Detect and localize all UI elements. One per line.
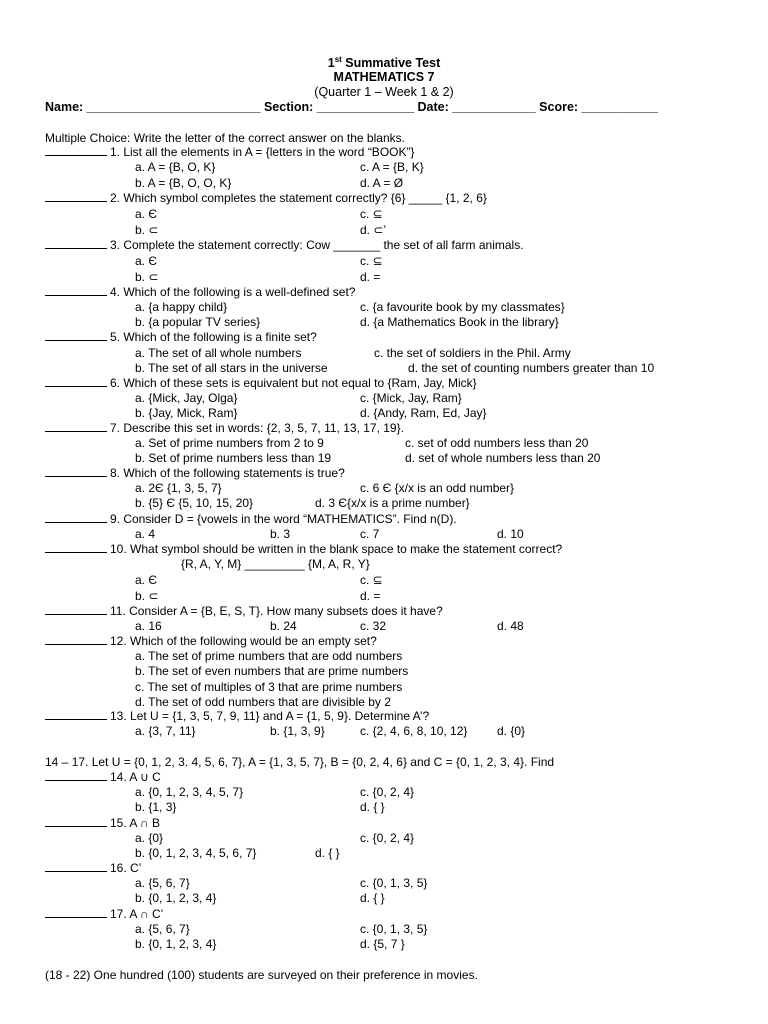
option-a: a. 4 — [135, 527, 156, 541]
option-b: b. ⊂ — [135, 589, 159, 603]
answer-blank[interactable] — [45, 816, 107, 827]
question-2: 2. Which symbol completes the statement correctly? {6} _____ {1, 2, 6} — [45, 191, 487, 205]
answer-blank[interactable] — [45, 285, 107, 296]
option-b: b. ⊂ — [135, 223, 159, 237]
option-c: c. 32 — [360, 619, 387, 633]
option-c: c. ⊆ — [360, 207, 383, 221]
option-a: a. The set of all whole numbers — [135, 346, 302, 360]
question-10-statement: {R, A, Y, M} _________ {M, A, R, Y} — [181, 557, 370, 571]
option-b: b. 24 — [270, 619, 297, 633]
option-a: a. {5, 6, 7} — [135, 876, 190, 890]
option-d: d. 3 Є{x/x is a prime number} — [315, 496, 470, 510]
question-1: 1. List all the elements in A = {letters in the word “BOOK”} — [45, 145, 415, 159]
answer-blank[interactable] — [45, 330, 107, 341]
option-b: b. {1, 3} — [135, 800, 177, 814]
option-c: c. the set of soldiers in the Phil. Army — [374, 346, 571, 360]
option-d: d. set of whole numbers less than 20 — [405, 451, 601, 465]
option-d: d. { } — [360, 800, 385, 814]
option-c: c. A = {B, K} — [360, 160, 424, 174]
answer-blank[interactable] — [45, 421, 107, 432]
option-a: a. Set of prime numbers from 2 to 9 — [135, 436, 324, 450]
option-d: d. 48 — [497, 619, 524, 633]
answer-blank[interactable] — [45, 238, 107, 249]
option-c: c. {0, 1, 3, 5} — [360, 876, 428, 890]
answer-blank[interactable] — [45, 542, 107, 553]
answer-blank[interactable] — [45, 861, 107, 872]
option-a: a. {5, 6, 7} — [135, 922, 190, 936]
section-2-intro: 14 – 17. Let U = {0, 1, 2, 3. 4, 5, 6, 7}, A = {1, 3, 5, 7}, B = {0, 2, 4, 6} and C = {0, 1, 2, 3, 4}. Find — [45, 755, 555, 769]
option-c: c. set of odd numbers less than 20 — [405, 436, 589, 450]
option-c: c. {Mick, Jay, Ram} — [360, 391, 462, 405]
option-c: c. ⊆ — [360, 573, 383, 587]
option-b: b. {5} Є {5, 10, 15, 20} — [135, 496, 254, 510]
option-d: d. ⊂’ — [360, 223, 387, 237]
option-c: c. ⊆ — [360, 254, 383, 268]
option-b: b. The set of all stars in the universe — [135, 361, 328, 375]
option-a: a. {a happy child} — [135, 300, 228, 314]
option-d: d. 10 — [497, 527, 524, 541]
question-3: 3. Complete the statement correctly: Cow _______ the set of all farm animals. — [45, 238, 524, 252]
option-a: a. A = {B, O, K} — [135, 160, 216, 174]
question-11: 11. Consider A = {B, E, S, T}. How many subsets does it have? — [45, 604, 443, 618]
option-c: c. 6 Є {x/x is an odd number} — [360, 481, 515, 495]
answer-blank[interactable] — [45, 709, 107, 720]
question-8: 8. Which of the following statements is true? — [45, 466, 345, 480]
option-d: d. {Andy, Ram, Ed, Jay} — [360, 406, 487, 420]
option-d: d. { } — [315, 846, 340, 860]
option-b: b. {0, 1, 2, 3, 4, 5, 6, 7} — [135, 846, 257, 860]
answer-blank[interactable] — [45, 466, 107, 477]
answer-blank[interactable] — [45, 512, 107, 523]
question-5: 5. Which of the following is a finite set? — [45, 330, 317, 344]
answer-blank[interactable] — [45, 770, 107, 781]
option-d: d. {5, 7 } — [360, 937, 405, 951]
answer-blank[interactable] — [45, 376, 107, 387]
question-9: 9. Consider D = {vowels in the word “MATHEMATICS”. Find n(D). — [45, 512, 457, 526]
option-b: b. 3 — [270, 527, 291, 541]
question-12: 12. Which of the following would be an empty set? — [45, 634, 377, 648]
option-d: d. The set of odd numbers that are divisible by 2 — [135, 695, 391, 709]
question-7: 7. Describe this set in words: {2, 3, 5, 7, 11, 13, 17, 19}. — [45, 421, 404, 435]
question-17: 17. A ∩ C’ — [45, 907, 163, 921]
answer-blank[interactable] — [45, 634, 107, 645]
option-a: a. The set of prime numbers that are odd numbers — [135, 649, 403, 663]
answer-blank[interactable] — [45, 907, 107, 918]
option-b: b. ⊂ — [135, 270, 159, 284]
question-4: 4. Which of the following is a well-defined set? — [45, 285, 355, 299]
option-c: c. 7 — [360, 527, 380, 541]
answer-blank[interactable] — [45, 604, 107, 615]
student-info-line: Name: _________________________ Section: ______________ Date: ____________ Score: ___________ — [45, 100, 659, 114]
option-d: d. { } — [360, 891, 385, 905]
option-a: a. {0} — [135, 831, 164, 845]
option-b: b. {1, 3, 9} — [270, 724, 325, 738]
test-title: 1st Summative Test — [327, 55, 441, 70]
option-b: b. Set of prime numbers less than 19 — [135, 451, 332, 465]
option-a: a. Є — [135, 254, 157, 268]
option-a: a. 2Є {1, 3, 5, 7} — [135, 481, 222, 495]
answer-blank[interactable] — [45, 191, 107, 202]
option-a: a. {Mick, Jay, Olga} — [135, 391, 238, 405]
option-b: b. {Jay, Mick, Ram} — [135, 406, 238, 420]
option-d: d. = — [360, 270, 381, 284]
coverage-subtitle: (Quarter 1 – Week 1 & 2) — [314, 85, 454, 99]
option-c: c. The set of multiples of 3 that are prime numbers — [135, 680, 403, 694]
option-d: d. A = Ø — [360, 176, 404, 190]
option-c: c. {2, 4, 6, 8, 10, 12} — [360, 724, 468, 738]
option-a: a. {3, 7, 11} — [135, 724, 196, 738]
question-14: 14. A ∪ C — [45, 770, 161, 784]
option-c: c. {0, 1, 3, 5} — [360, 922, 428, 936]
option-d: d. = — [360, 589, 381, 603]
option-d: d. {0} — [497, 724, 526, 738]
answer-blank[interactable] — [45, 145, 107, 156]
option-a: a. {0, 1, 2, 3, 4, 5, 7} — [135, 785, 244, 799]
question-10: 10. What symbol should be written in the blank space to make the statement correct? — [45, 542, 562, 556]
option-d: d. {a Mathematics Book in the library} — [360, 315, 559, 329]
option-a: a. Є — [135, 573, 157, 587]
question-13: 13. Let U = {1, 3, 5, 7, 9, 11} and A = {1, 5, 9}. Determine A’? — [45, 709, 429, 723]
option-a: a. Є — [135, 207, 157, 221]
option-a: a. 16 — [135, 619, 162, 633]
question-6: 6. Which of these sets is equivalent but not equal to {Ram, Jay, Mick} — [45, 376, 477, 390]
question-16: 16. C’ — [45, 861, 141, 875]
option-b: b. {0, 1, 2, 3, 4} — [135, 891, 217, 905]
option-b: b. A = {B, O, O, K} — [135, 176, 232, 190]
option-c: c. {0, 2, 4} — [360, 785, 415, 799]
section-3-intro: (18 - 22) One hundred (100) students are surveyed on their preference in movies. — [45, 968, 478, 982]
subject-title: MATHEMATICS 7 — [333, 70, 435, 84]
option-b: b. {0, 1, 2, 3, 4} — [135, 937, 217, 951]
instructions: Multiple Choice: Write the letter of the correct answer on the blanks. — [45, 131, 405, 145]
option-c: c. {0, 2, 4} — [360, 831, 415, 845]
option-c: c. {a favourite book by my classmates} — [360, 300, 565, 314]
option-b: b. {a popular TV series} — [135, 315, 261, 329]
question-15: 15. A ∩ B — [45, 816, 160, 830]
option-b: b. The set of even numbers that are prime numbers — [135, 664, 409, 678]
option-d: d. the set of counting numbers greater than 10 — [408, 361, 655, 375]
